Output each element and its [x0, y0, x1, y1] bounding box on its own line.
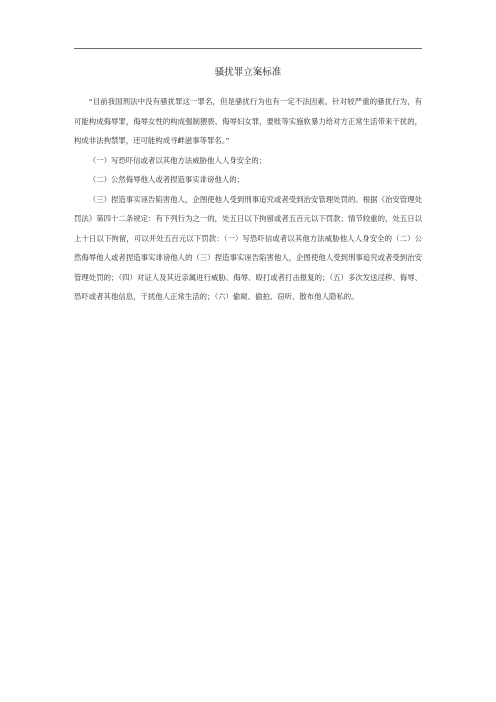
paragraph-intro-quote: “目前我国刑法中没有骚扰罪这一罪名，但是骚扰行为也有一定不法因素。针对较严重的骚扰行为，有可能构成侮辱罪，侮辱女性的构成强制猥亵、侮辱妇女罪，要账等实施软暴力给对方正常生活带来干扰的，构成非法拘禁罪，还可能构成寻衅滋事等罪名。”: [74, 97, 422, 145]
paragraph-item-1: （一）写恐吓信或者以其他方法威胁他人人身安全的；: [88, 155, 267, 165]
header-rule: [74, 48, 422, 49]
document-title: 骚扰罪立案标准: [214, 67, 282, 78]
document-body: [74, 92, 422, 307]
paragraph-item-3-law: （三）捏造事实诬告陷害他人，企图使他人受到刑事追究或者受到治安管理处罚的。根据《治安管理处罚法》第四十二条规定：有下列行为之一的，处五日以下拘留或者五百元以下罚款；情节较重的，处五日以上十日以下拘留，可以并处五百元以下罚款：（一）写恐吓信或者以其他方法威胁他人人身安全的（二）公然侮辱他人或者捏造事实诽谤他人的（三）捏造事实诬告陷害他人，企图使他人受到刑事追究或者受到治安管理处罚的；（四）对证人及其近亲属进行威胁、侮辱、殴打或者打击报复的；（五）多次发送淫秽、侮辱、恐吓或者其他信息，干扰他人正常生活的；（六）偷窥、偷拍、窃听、散布他人隐私的。: [74, 194, 422, 301]
paragraph-item-2: （二）公然侮辱他人或者捏造事实诽谤他人的；: [88, 175, 245, 184]
